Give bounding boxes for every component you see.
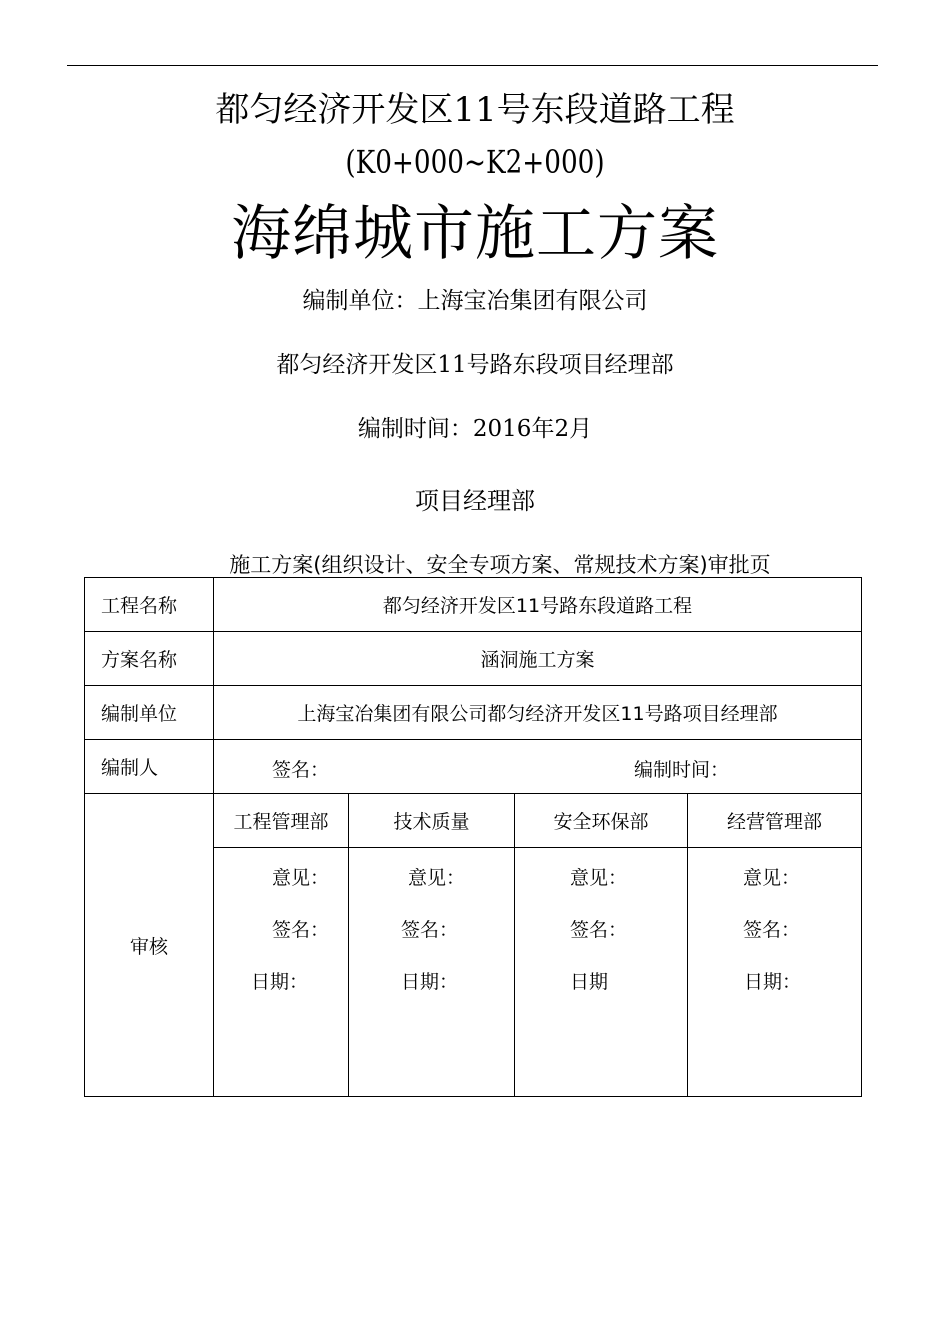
plan-name-label: 方案名称: [85, 632, 214, 686]
sign-label: 签名：: [272, 919, 330, 941]
table-row: [85, 740, 862, 794]
opinion-label: 意见：: [408, 867, 466, 889]
dept-business: 经营管理部: [688, 794, 862, 848]
table-row: [85, 686, 862, 740]
date-label: 日期：: [251, 971, 309, 993]
review-field-business: [688, 848, 862, 1097]
plan-name-value: 涵洞施工方案: [214, 632, 862, 686]
review-field-engineering: [214, 848, 349, 1097]
review-field-technical: [349, 848, 515, 1097]
approval-table: [84, 577, 862, 1097]
compiler-sign-cell: [214, 740, 862, 794]
compile-time-label: 编制时间：: [634, 759, 730, 781]
sign-label: 签名：: [743, 919, 801, 941]
project-name-label: 工程名称: [85, 578, 214, 632]
approval-page-heading: 施工方案(组织设计、安全专项方案、常规技术方案)审批页: [229, 553, 771, 577]
table-row: [85, 578, 862, 632]
document-title: 海绵城市施工方案: [231, 199, 719, 269]
department-line: 都匀经济开发区11号路东段项目经理部: [276, 352, 674, 378]
signature-label: 签名：: [272, 759, 330, 781]
project-title: 都匀经济开发区11号东段道路工程: [215, 90, 735, 130]
review-label: 审核: [85, 794, 214, 1097]
date-label: 日期：: [401, 971, 459, 993]
opinion-label: 意见：: [570, 867, 628, 889]
table-row: [85, 632, 862, 686]
table-row: [85, 794, 862, 848]
date-label: 日期：: [744, 971, 802, 993]
compiler-unit-label: 编制单位: [85, 686, 214, 740]
opinion-label: 意见：: [743, 867, 801, 889]
review-field-safety: [515, 848, 688, 1097]
dept-safety-environment: 安全环保部: [515, 794, 688, 848]
opinion-label: 意见：: [272, 867, 330, 889]
compiler-unit-value: 上海宝冶集团有限公司都匀经济开发区11号路项目经理部: [214, 686, 862, 740]
chainage-range: (K0+000~K2+000): [345, 143, 605, 181]
compile-date-line: 编制时间：2016年2月: [357, 416, 593, 442]
sign-label: 签名：: [401, 919, 459, 941]
header-rule: [67, 65, 878, 66]
sign-label: 签名：: [570, 919, 628, 941]
project-department: 项目经理部: [415, 487, 535, 515]
dept-technical-quality: 技术质量: [349, 794, 515, 848]
date-label: 日期: [570, 971, 609, 993]
compiler-label: 编制人: [85, 740, 214, 794]
compiler-unit-line: 编制单位：上海宝冶集团有限公司: [302, 288, 648, 314]
project-name-value: 都匀经济开发区11号路东段道路工程: [214, 578, 862, 632]
dept-engineering: 工程管理部: [214, 794, 349, 848]
